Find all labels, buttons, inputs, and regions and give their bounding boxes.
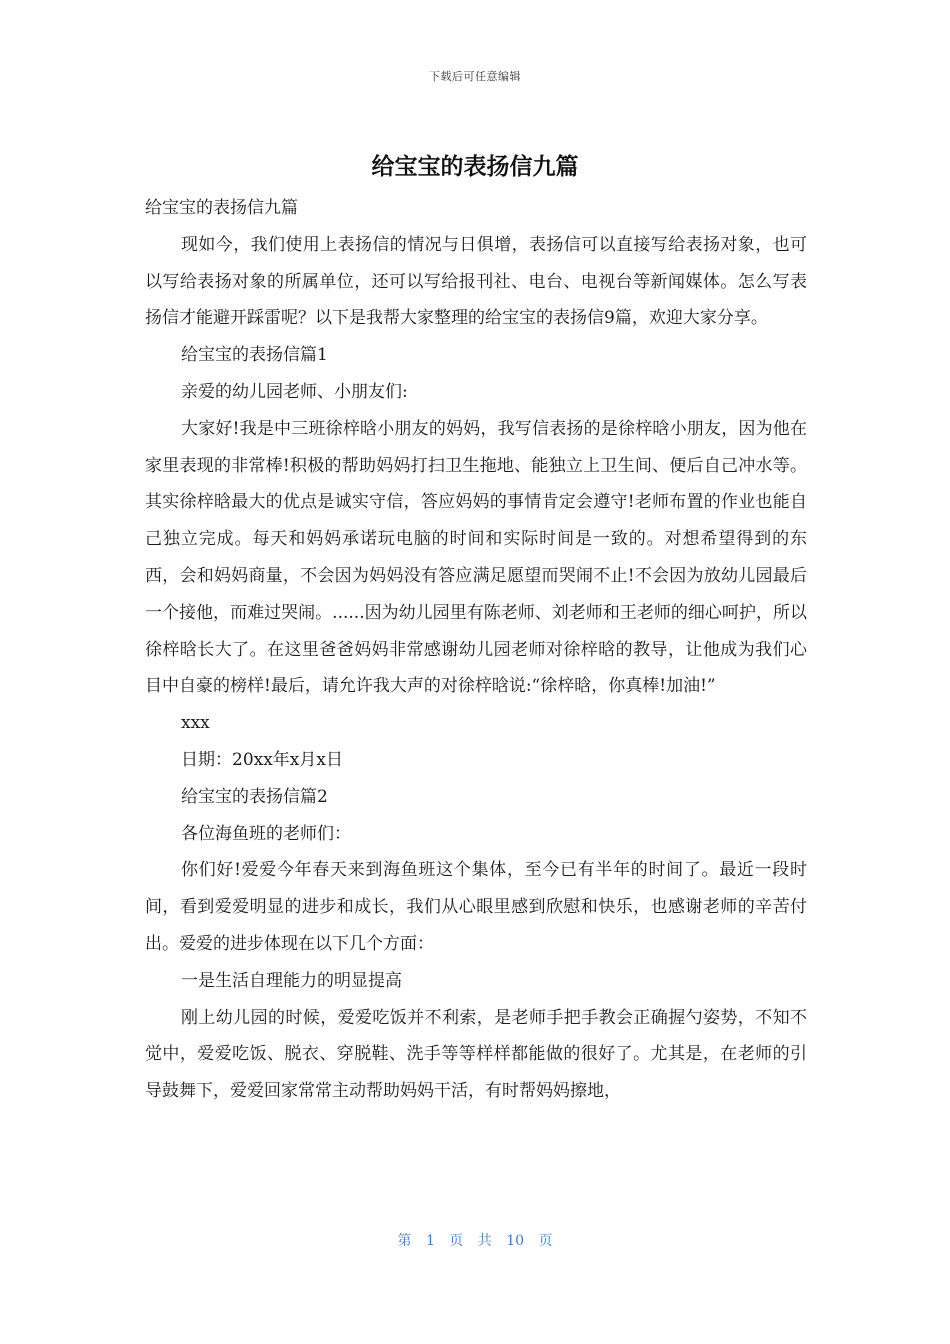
document-title: 给宝宝的表扬信九篇 bbox=[371, 154, 579, 180]
paragraph-letter-2-opening: 你们好!爱爱今年春天来到海鱼班这个集体，至今已有半年的时间了。最近一段时间，看到爱爱明显的进步和成长，我们从心眼里感到欣慰和快乐，也感谢老师的辛苦付出。爱爱的进步体现在以下几个方面： bbox=[145, 860, 807, 954]
signature-letter-1: xxx bbox=[181, 713, 210, 734]
document-body bbox=[145, 190, 807, 1110]
date-letter-1: 日期：20xx年x月x日 bbox=[181, 749, 343, 770]
salutation-letter-2: 各位海鱼班的老师们： bbox=[181, 823, 351, 844]
salutation-letter-1: 亲爱的幼儿园老师、小朋友们: bbox=[181, 381, 408, 402]
subheading-letter-2-point-1: 一是生活自理能力的明显提高 bbox=[181, 970, 402, 991]
paragraph-intro: 现如今，我们使用上表扬信的情况与日俱增，表扬信可以直接写给表扬对象，也可以写给表扬对象的所属单位，还可以写给报刊社、电台、电视台等新闻媒体。怎么写表扬信才能避开踩雷呢？以下是我帮大家整理的给宝宝的表扬信9篇，欢迎大家分享。 bbox=[145, 234, 807, 329]
paragraph-subtitle: 给宝宝的表扬信九篇 bbox=[145, 198, 298, 218]
section-heading-letter-1: 给宝宝的表扬信篇1 bbox=[181, 345, 328, 366]
paragraph-letter-1-body: 大家好!我是中三班徐梓晗小朋友的妈妈，我写信表扬的是徐梓晗小朋友，因为他在家里表现的非常棒!积极的帮助妈妈打扫卫生拖地、能独立上卫生间、便后自己冲水等。其实徐梓晗最大的优点是诚实守信，答应妈妈的事情肯定会遵守!老师布置的作业也能自己独立完成。每天和妈妈承诺玩电脑的时间和实际时间是一致的。对想希望得到的东西，会和妈妈商量，不会因为妈妈没有答应满足愿望而哭闹不止!不会因为放幼儿园最后一个接他，而难过哭闹。......因为幼儿园里有陈老师、刘老师和王老师的细心呵护，所以徐梓晗长大了。在这里爸爸妈妈非常感谢幼儿园老师对徐梓晗的教导，让他成为我们心目中自豪的榜样!最后，请允许我大声的对徐梓晗说:“徐梓晗，你真棒!加油!” bbox=[145, 418, 807, 697]
page-footer: 第 1 页 共 10 页 bbox=[397, 1233, 553, 1249]
page-header-note: 下载后可任意编辑 bbox=[429, 70, 521, 83]
paragraph-letter-2-point-1: 刚上幼儿园的时候，爱爱吃饭并不利索，是老师手把手教会正确握勺姿势，不知不觉中，爱爱吃饭、脱衣、穿脱鞋、洗手等等样样都能做的很好了。尤其是，在老师的引导鼓舞下，爱爱回家常常主动帮助妈妈干活，有时帮妈妈擦地， bbox=[145, 1007, 807, 1102]
section-heading-letter-2: 给宝宝的表扬信篇2 bbox=[181, 786, 328, 807]
